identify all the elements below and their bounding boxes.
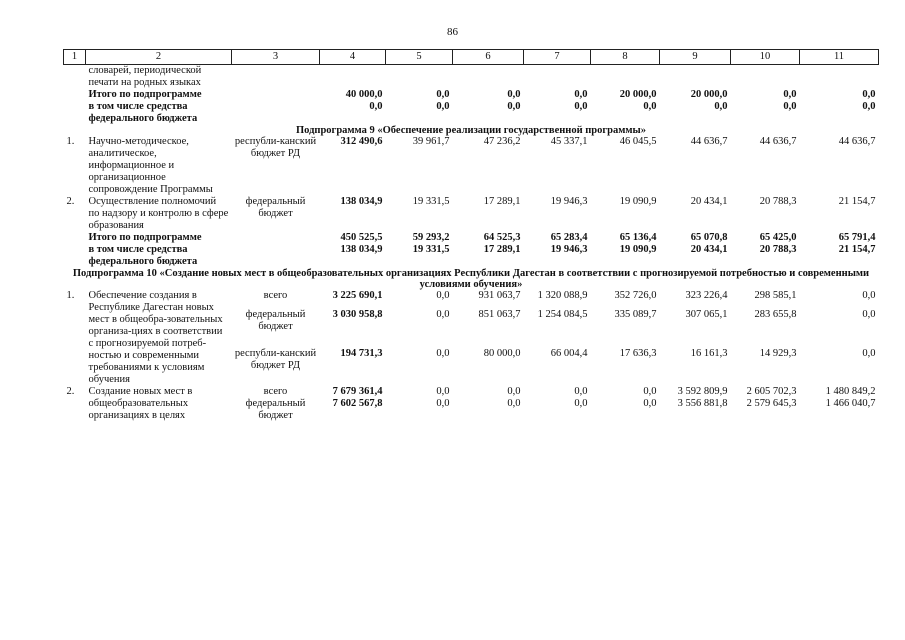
value-cell: 0,0 xyxy=(436,101,450,112)
value-cell: 20 788,3 xyxy=(759,244,797,255)
column-number-cell: 6 xyxy=(453,50,524,65)
value-cell: 0,0 xyxy=(862,347,876,359)
funding-source xyxy=(232,232,320,244)
row-index xyxy=(64,244,86,268)
value-cell xyxy=(524,65,591,90)
value-cell: 3 030 958,8 xyxy=(332,309,383,321)
table-row xyxy=(64,136,879,196)
value-cell: 46 045,5 xyxy=(619,136,657,147)
value-cell: 138 034,9 xyxy=(340,196,383,207)
value-cell xyxy=(731,65,800,90)
value-cell: 17 636,3 xyxy=(619,347,657,359)
value-cell xyxy=(591,65,660,90)
subprogram-title-row xyxy=(64,268,879,290)
row-index xyxy=(64,232,86,244)
row-index: 1. xyxy=(66,290,75,301)
value-cell: 0,0 xyxy=(574,386,588,397)
row-name: Обеспечение создания в Республике Дагестан новых мест в общеобра-зовательных организа-циях в соответствии с прогнозируемой потреб-ностью и современными требованиями к условиям обучения xyxy=(88,290,223,385)
value-cell: 19 331,5 xyxy=(412,196,450,207)
value-cell: 7 602 567,8 xyxy=(332,398,383,409)
value-cell: 0,0 xyxy=(643,398,657,409)
value-cell: 44 636,7 xyxy=(759,136,797,147)
value-cell: 307 065,1 xyxy=(685,309,728,321)
value-cell: 335 089,7 xyxy=(614,309,657,321)
value-cell: 20 000,0 xyxy=(690,89,728,100)
value-cell: 298 585,1 xyxy=(754,290,797,301)
table-row xyxy=(64,101,879,125)
row-name: Итого по подпрограмме xyxy=(88,89,202,100)
funding-source: федеральный бюджет xyxy=(245,309,306,333)
value-cell: 65 136,4 xyxy=(619,232,657,243)
row-name: словарей, периодической печати на родных языках xyxy=(88,65,202,88)
value-cell: 0,0 xyxy=(507,89,521,100)
row-name: в том числе средства федерального бюджета xyxy=(88,101,198,124)
value-cell: 0,0 xyxy=(783,101,797,112)
funding-source xyxy=(232,101,320,125)
value-cell xyxy=(453,65,524,90)
table-row xyxy=(64,290,879,309)
funding-source xyxy=(232,65,320,90)
value-cell: 7 679 361,4 xyxy=(332,386,383,397)
value-cell: 0,0 xyxy=(507,386,521,397)
value-cell: 352 726,0 xyxy=(614,290,657,301)
table-row xyxy=(64,89,879,101)
column-number-cell: 7 xyxy=(524,50,591,65)
value-cell: 931 063,7 xyxy=(478,290,521,301)
table-row xyxy=(64,244,879,268)
value-cell: 65 070,8 xyxy=(690,232,728,243)
subprogram-title: Подпрограмма 10 «Создание новых мест в общеобразовательных организациях Республики Дагестан в соответствии с прогнозируемой потребностью и современными условиями обучения» xyxy=(72,268,870,290)
value-cell: 66 004,4 xyxy=(550,347,588,359)
value-cell xyxy=(800,65,879,90)
value-cell: 283 655,8 xyxy=(754,309,797,321)
value-cell: 0,0 xyxy=(574,89,588,100)
funding-source xyxy=(232,89,320,101)
value-cell: 20 434,1 xyxy=(690,244,728,255)
value-cell: 19 331,5 xyxy=(412,244,450,255)
table-row xyxy=(64,196,879,232)
value-cell: 0,0 xyxy=(714,101,728,112)
funding-source: федеральный бюджет xyxy=(245,196,306,219)
value-cell: 65 791,4 xyxy=(838,232,876,243)
column-number-row xyxy=(64,50,879,65)
value-cell: 2 579 645,3 xyxy=(746,398,797,409)
value-cell: 3 556 881,8 xyxy=(677,398,728,409)
value-cell: 312 490,6 xyxy=(340,136,383,147)
budget-table xyxy=(63,49,879,422)
value-cell: 0,0 xyxy=(436,386,450,397)
value-cell: 0,0 xyxy=(862,101,876,112)
value-cell: 65 283,4 xyxy=(550,232,588,243)
value-cell: 1 254 084,5 xyxy=(537,309,588,321)
value-cell: 80 000,0 xyxy=(483,347,521,359)
funding-source xyxy=(232,244,320,268)
value-cell: 3 225 690,1 xyxy=(332,290,383,301)
value-cell: 1 480 849,2 xyxy=(825,386,876,397)
row-name: Осуществление полномочий по надзору и контролю в сфере образования xyxy=(88,196,229,231)
value-cell: 0,0 xyxy=(436,89,450,100)
value-cell: 19 946,3 xyxy=(550,196,588,207)
value-cell: 19 090,9 xyxy=(619,244,657,255)
value-cell: 59 293,2 xyxy=(412,232,450,243)
value-cell xyxy=(386,65,453,90)
value-cell: 65 425,0 xyxy=(759,232,797,243)
value-cell: 0,0 xyxy=(643,101,657,112)
column-number-cell: 1 xyxy=(64,50,86,65)
funding-source: республи-канский бюджет РД xyxy=(234,347,317,371)
value-cell: 0,0 xyxy=(436,398,450,409)
value-cell: 16 161,3 xyxy=(690,347,728,359)
value-cell: 0,0 xyxy=(574,398,588,409)
value-cell: 0,0 xyxy=(643,386,657,397)
value-cell: 17 289,1 xyxy=(483,196,521,207)
row-index xyxy=(64,101,86,125)
value-cell: 0,0 xyxy=(783,89,797,100)
row-index: 1. xyxy=(66,136,75,147)
subprogram-title-row xyxy=(64,125,879,136)
funding-source: всего xyxy=(263,386,288,397)
value-cell: 2 605 702,3 xyxy=(746,386,797,397)
table-row xyxy=(64,65,879,90)
row-index: 2. xyxy=(66,196,75,207)
value-cell: 0,0 xyxy=(862,290,876,301)
value-cell: 20 788,3 xyxy=(759,196,797,207)
value-cell: 0,0 xyxy=(507,101,521,112)
value-cell: 44 636,7 xyxy=(838,136,876,147)
row-name: Научно-методическое, аналитическое, информационное и организационное сопровождение Программы xyxy=(88,136,213,195)
value-cell: 3 592 809,9 xyxy=(677,386,728,397)
column-number-cell: 9 xyxy=(660,50,731,65)
value-cell: 1 320 088,9 xyxy=(537,290,588,301)
value-cell: 851 063,7 xyxy=(478,309,521,321)
value-cell: 0,0 xyxy=(862,89,876,100)
table-row xyxy=(64,386,879,398)
value-cell: 40 000,0 xyxy=(345,89,383,100)
column-number-cell: 2 xyxy=(86,50,232,65)
row-index: 2. xyxy=(66,386,75,397)
value-cell: 21 154,7 xyxy=(838,196,876,207)
funding-source: всего xyxy=(263,290,288,301)
value-cell: 323 226,4 xyxy=(685,290,728,301)
value-cell: 0,0 xyxy=(436,309,450,321)
value-cell: 14 929,3 xyxy=(759,347,797,359)
value-cell: 47 236,2 xyxy=(483,136,521,147)
value-cell: 0,0 xyxy=(369,101,383,112)
value-cell: 0,0 xyxy=(507,398,521,409)
value-cell: 0,0 xyxy=(862,309,876,321)
value-cell: 17 289,1 xyxy=(483,244,521,255)
value-cell: 64 525,3 xyxy=(483,232,521,243)
subprogram-title: Подпрограмма 9 «Обеспечение реализации государственной программы» xyxy=(295,125,647,136)
value-cell: 19 946,3 xyxy=(550,244,588,255)
value-cell xyxy=(660,65,731,90)
value-cell: 0,0 xyxy=(436,347,450,359)
value-cell: 45 337,1 xyxy=(550,136,588,147)
value-cell: 20 434,1 xyxy=(690,196,728,207)
column-number-cell: 10 xyxy=(731,50,800,65)
value-cell: 19 090,9 xyxy=(619,196,657,207)
value-cell: 1 466 040,7 xyxy=(825,398,876,409)
value-cell: 44 636,7 xyxy=(690,136,728,147)
table-row xyxy=(64,232,879,244)
row-name: Создание новых мест в общеобразовательных организациях в целях xyxy=(88,386,193,421)
value-cell: 0,0 xyxy=(574,101,588,112)
page-number: 86 xyxy=(447,26,458,38)
row-index xyxy=(64,89,86,101)
column-number-cell: 3 xyxy=(232,50,320,65)
funding-source: федеральный бюджет xyxy=(245,398,306,421)
value-cell: 194 731,3 xyxy=(340,347,383,359)
value-cell: 0,0 xyxy=(436,290,450,301)
value-cell xyxy=(320,65,386,90)
column-number-cell: 11 xyxy=(800,50,879,65)
row-index xyxy=(64,65,86,90)
row-name: в том числе средства федерального бюджета xyxy=(88,244,198,267)
funding-source: республи-канский бюджет РД xyxy=(234,136,317,159)
value-cell: 39 961,7 xyxy=(412,136,450,147)
value-cell: 20 000,0 xyxy=(619,89,657,100)
column-number-cell: 5 xyxy=(386,50,453,65)
column-number-cell: 4 xyxy=(320,50,386,65)
value-cell: 450 525,5 xyxy=(340,232,383,243)
value-cell: 21 154,7 xyxy=(838,244,876,255)
value-cell: 138 034,9 xyxy=(340,244,383,255)
row-name: Итого по подпрограмме xyxy=(88,232,202,243)
column-number-cell: 8 xyxy=(591,50,660,65)
